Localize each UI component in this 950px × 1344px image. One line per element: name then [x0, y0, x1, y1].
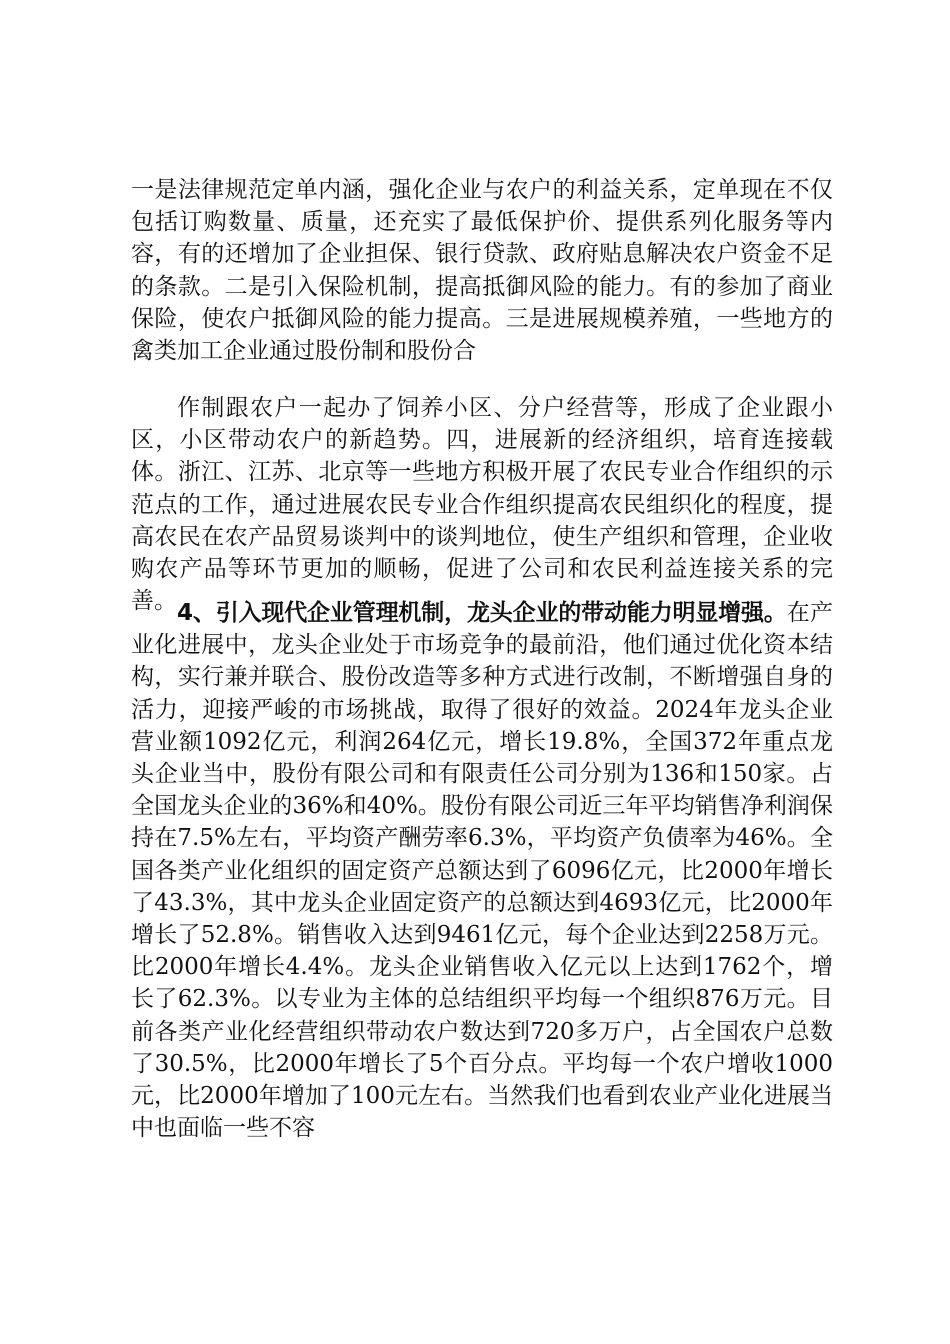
paragraph-cooperatives: 作制跟农户一起办了饲养小区、分户经营等，形成了企业跟小区，小区带动农户的新趋势。四，进展新的经济组织，培育连接载体。浙江、江苏、北京等一些地方积极开展了农民专业合作组织的示范点的工作，通过进展农民专业合作组织提高农民组织化的程度，提高农民在农产品贸易谈判中的谈判地位，使生产组织和管理，企业收购农产品等环节更加的顺畅，促进了公司和农民利益连接关系的完善。 — [131, 395, 833, 615]
paragraph-measures: 一是法律规范定单内涵，强化企业与农户的利益关系，定单现在不仅包括订购数量、质量，还充实了最低保护价、提供系列化服务等内容，有的还增加了企业担保、银行贷款、政府贴息解决农户资金不足的条款。二是引入保险机制，提高抵御风险的能力。有的参加了商业保险，使农户抵御风险的能力提高。三是进展规模养殖，一些地方的禽类加工企业通过股份制和股份合 — [131, 177, 833, 365]
section-heading: 4、引入现代企业管理机制，龙头企业的带动能力明显增强。 — [177, 600, 787, 626]
section-body: 在产业化进展中，龙头企业处于市场竞争的最前沿，他们通过优化资本结构，实行兼并联合、股份改造等多种方式进行改制，不断增强自身的活力，迎接严峻的市场挑战，取得了很好的效益。2024年龙头企业营业额1092亿元，利润264亿元，增长19.8%，全国372年重点龙头企业当中，股份有限公司和有限责任公司分别为136和150家。占全国龙头企业的36%和40%。股份有限公司近三年平均销售净利润保持在7.5%左右，平均资产酬劳率6.3%，平均资产负债率为46%。全国各类产业化组织的固定资产总额达到了6096亿元，比2000年增长了43.3%，其中龙头企业固定资产的总额达到4693亿元，比2000年增长了52.8%。销售收入达到9461亿元，每个企业达到2258万元。比2000年增长4.4%。龙头企业销售收入亿元以上达到1762个，增长了62.3%。以专业为主体的总结组织平均每一个组织876万元。目前各类产业化经营组织带动农户数达到720多万户，占全国农户总数了30.5%，比2000年增长了5个百分点。平均每一个农户增收1000元，比2000年增加了100元左右。当然我们也看到农业产业化进展当中也面临一些不容 — [131, 600, 833, 1142]
paragraph-leading-enterprises — [131, 597, 833, 1144]
